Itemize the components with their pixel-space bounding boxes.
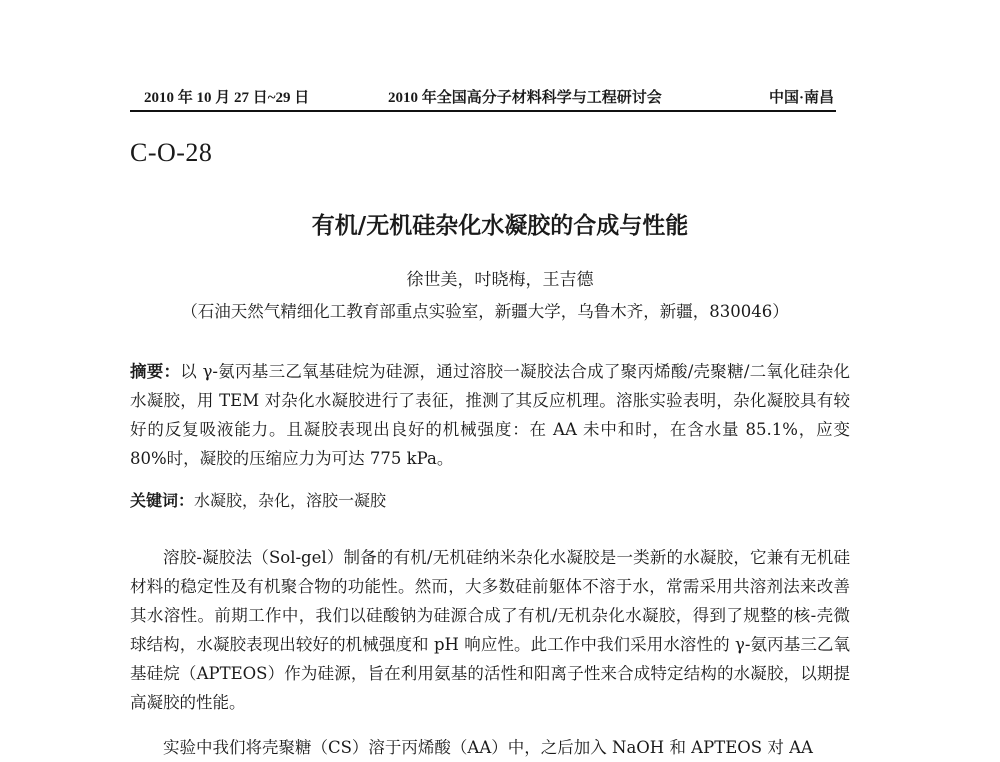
header-rule (130, 110, 836, 112)
running-header (130, 86, 836, 108)
keywords-text: 水凝胶，杂化，溶胶一凝胶 (194, 491, 387, 510)
affiliation: （石油天然气精细化工教育部重点实验室，新疆大学，乌鲁木齐，新疆，830046） (181, 302, 789, 321)
keywords (130, 486, 850, 515)
authors: 徐世美，吋晓梅，王吉德 (406, 270, 594, 290)
keywords-label: 关键词： (130, 491, 195, 510)
header-date: 2010 年 10 月 27 日~29 日 (144, 90, 310, 106)
header-conference: 2010 年全国高分子材料科学与工程研讨会 (388, 90, 662, 106)
paper-title: 有机/无机硅杂化水凝胶的合成与性能 (311, 213, 689, 239)
header-location: 中国·南昌 (768, 90, 834, 106)
abstract-label: 摘要： (130, 362, 181, 381)
abstract-text: 以 γ-氨丙基三乙氧基硅烷为硅源，通过溶胶一凝胶法合成了聚丙烯酸/壳聚糖/二氧化硅杂化水凝胶，用 TEM 对杂化水凝胶进行了表征，推测了其反应机理。溶胀实验表明，杂化凝胶具有较好的反复吸液能力。且凝胶表现出良好的机械强度：在 AA 未中和时，在含水量 85.1%，应变 80%时，凝胶的压缩应力为可达 775 kPa。 (130, 362, 850, 468)
paper-code: C-O-28 (130, 138, 213, 167)
body-paragraph-2: 实验中我们将壳聚糖（CS）溶于丙烯酸（AA）中，之后加入 NaOH 和 APTEOS 对 AA (163, 738, 813, 757)
abstract (130, 357, 850, 473)
body-paragraph-1: 溶胶-凝胶法（Sol-gel）制备的有机/无机硅纳米杂化水凝胶是一类新的水凝胶，它兼有无机硅材料的稳定性及有机聚合物的功能性。然而，大多数硅前躯体不溶于水，常需采用共溶剂法来改善其水溶性。前期工作中，我们以硅酸钠为硅源合成了有机/无机杂化水凝胶，得到了规整的核-壳微球结构，水凝胶表现出较好的机械强度和 pH 响应性。此工作中我们采用水溶性的 γ-氨丙基三乙氧基硅烷（APTEOS）作为硅源，旨在利用氨基的活性和阳离子性来合成特定结构的水凝胶，以期提高凝胶的性能。 (130, 548, 850, 712)
